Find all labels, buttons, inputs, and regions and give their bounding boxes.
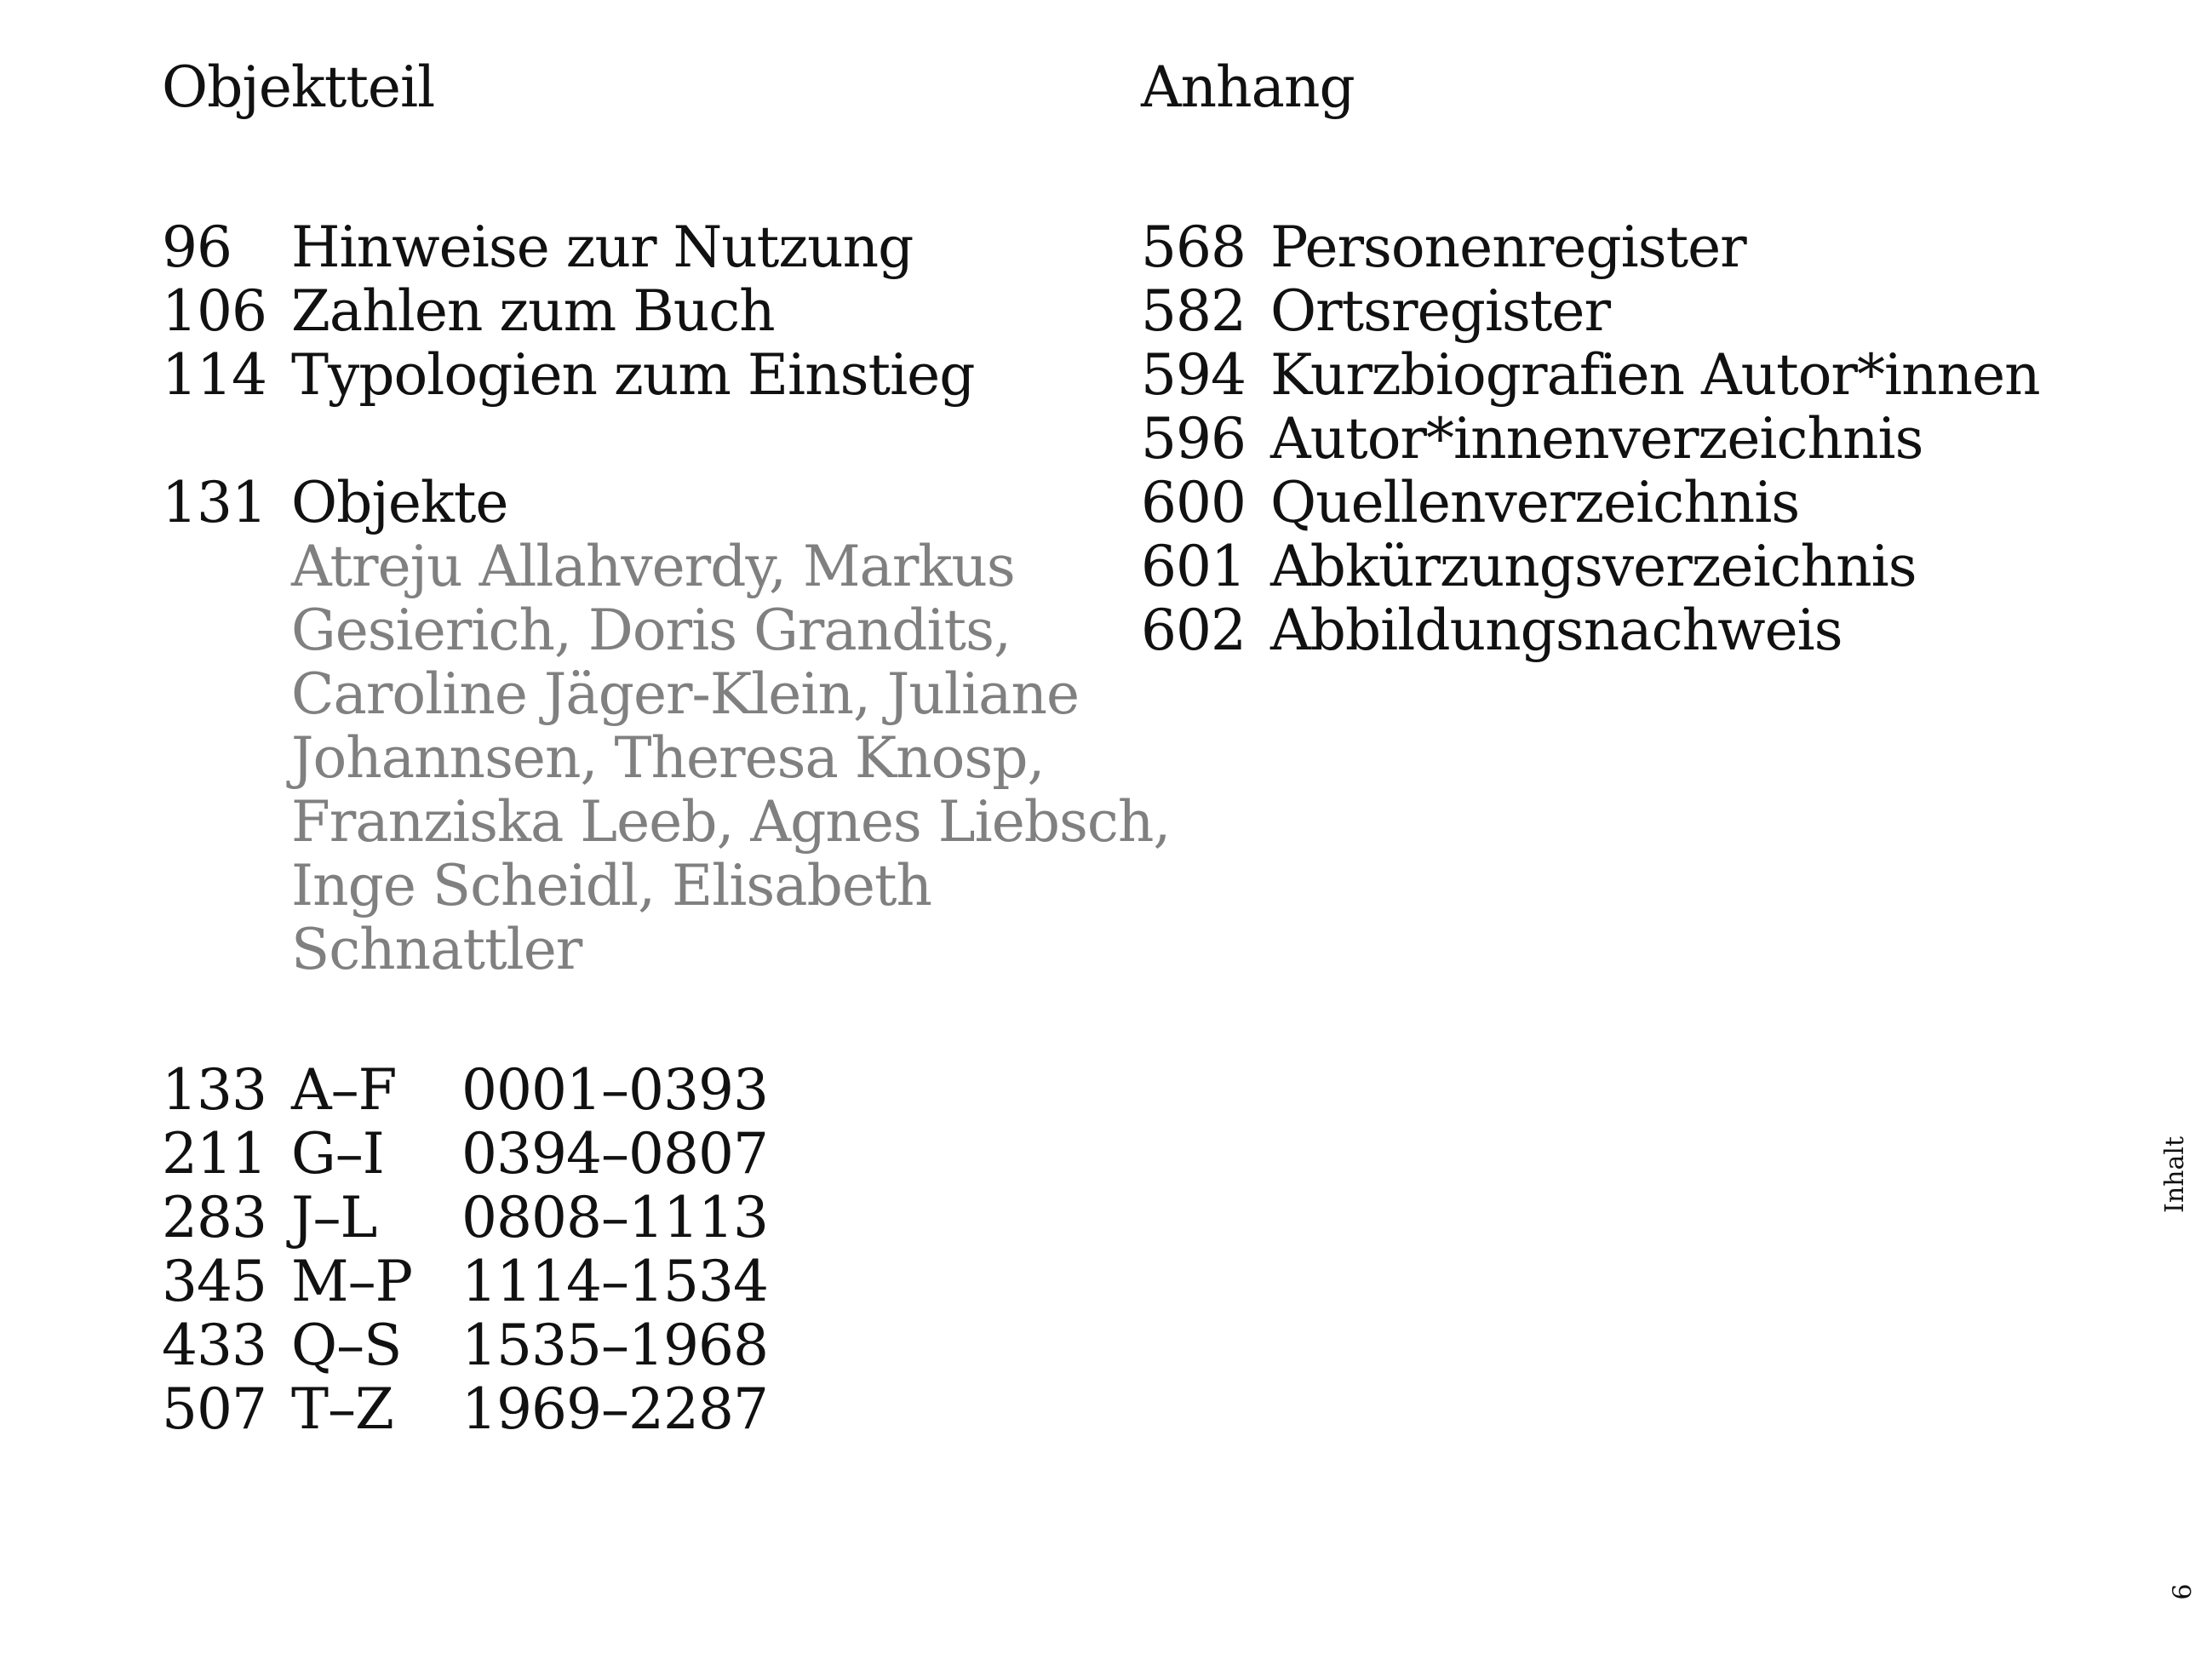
toc-page-number: 106	[162, 278, 266, 344]
range-letters: M–P	[291, 1249, 412, 1314]
range-letters: Q–S	[291, 1313, 402, 1378]
range-numbers: 1969–2287	[461, 1376, 768, 1442]
toc-page-number: 114	[162, 342, 266, 408]
running-head: Inhalt	[2160, 1136, 2190, 1214]
range-letters: G–I	[291, 1121, 384, 1187]
toc-title: Typologien zum Einstieg	[291, 342, 975, 408]
toc-title: Zahlen zum Buch	[291, 278, 775, 344]
range-letters: J–L	[291, 1185, 377, 1250]
toc-page-number: 96	[162, 215, 232, 280]
range-numbers: 0001–0393	[461, 1057, 768, 1123]
toc-page-number: 211	[162, 1121, 266, 1187]
toc-title: Objekte	[291, 470, 508, 535]
toc-page-number: 283	[162, 1185, 266, 1250]
appendix-section	[1141, 215, 2077, 662]
author-line: Inge Scheidl, Elisabeth	[291, 853, 931, 918]
range-entry[interactable]	[162, 1122, 1141, 1186]
toc-entry[interactable]	[162, 215, 1141, 279]
author-line: Franziska Leeb, Agnes Liebsch,	[291, 789, 1171, 855]
range-entry[interactable]	[162, 1250, 1141, 1313]
range-numbers: 0808–1113	[461, 1185, 768, 1250]
toc-page-number: 131	[162, 470, 266, 535]
range-entry[interactable]	[162, 1377, 1141, 1441]
toc-title: Hinweise zur Nutzung	[291, 215, 914, 280]
toc-page-number: 582	[1141, 278, 1246, 344]
anhang-heading: Anhang	[1141, 54, 1355, 120]
right-column	[1141, 51, 2077, 662]
toc-title: Quellenverzeichnis	[1270, 470, 1800, 535]
toc-entry[interactable]	[162, 279, 1141, 343]
objects-authors	[162, 534, 1171, 982]
toc-entry[interactable]	[162, 471, 1141, 535]
page-number: 9	[2165, 1583, 2195, 1600]
toc-entry[interactable]	[1141, 471, 2077, 535]
toc-page-number: 345	[162, 1249, 266, 1314]
toc-entry[interactable]	[1141, 343, 2077, 407]
objektteil-heading: Objektteil	[162, 54, 435, 120]
range-numbers: 0394–0807	[461, 1121, 768, 1187]
range-entry[interactable]	[162, 1186, 1141, 1250]
toc-page-number: 602	[1141, 598, 1246, 663]
range-letters: A–F	[291, 1057, 397, 1123]
ranges-section	[162, 1058, 1141, 1441]
author-line: Atreju Allahverdy, Markus	[291, 534, 1015, 599]
toc-entry[interactable]	[1141, 407, 2077, 471]
toc-page-number: 507	[162, 1376, 266, 1442]
toc-title: Abbildungsnachweis	[1270, 598, 1842, 663]
toc-entry[interactable]	[1141, 535, 2077, 598]
toc-entry[interactable]	[1141, 598, 2077, 662]
range-numbers: 1114–1534	[461, 1249, 768, 1314]
author-line: Caroline Jäger-Klein, Juliane	[291, 661, 1080, 727]
toc-page-number: 600	[1141, 470, 1246, 535]
toc-page-number: 568	[1141, 215, 1246, 280]
left-column	[162, 51, 1171, 1442]
toc-page-number: 594	[1141, 342, 1246, 408]
author-line: Johannsen, Theresa Knosp,	[291, 725, 1045, 791]
toc-page-number: 601	[1141, 534, 1246, 599]
range-entry[interactable]	[162, 1313, 1141, 1377]
toc-page-number: 133	[162, 1057, 266, 1123]
toc-entry[interactable]	[1141, 279, 2077, 343]
toc-page-number: 433	[162, 1313, 266, 1378]
range-letters: T–Z	[291, 1376, 393, 1442]
toc-entry[interactable]	[162, 343, 1141, 407]
toc-entry[interactable]	[1141, 215, 2077, 279]
toc-title: Kurzbiografien Autor*innen	[1270, 342, 2040, 408]
objects-section	[162, 470, 1171, 982]
toc-title: Autor*innenverzeichnis	[1270, 406, 1923, 472]
author-line: Gesierich, Doris Grandits,	[291, 598, 1011, 663]
toc-title: Personenregister	[1270, 215, 1746, 280]
toc-title: Abkürzungsverzeichnis	[1270, 534, 1917, 599]
author-line: Schnattler	[291, 917, 582, 982]
toc-page-number: 596	[1141, 406, 1246, 472]
toc-title: Ortsregister	[1270, 278, 1611, 344]
intro-section	[162, 215, 1141, 407]
range-numbers: 1535–1968	[461, 1313, 768, 1378]
range-entry[interactable]	[162, 1058, 1141, 1122]
